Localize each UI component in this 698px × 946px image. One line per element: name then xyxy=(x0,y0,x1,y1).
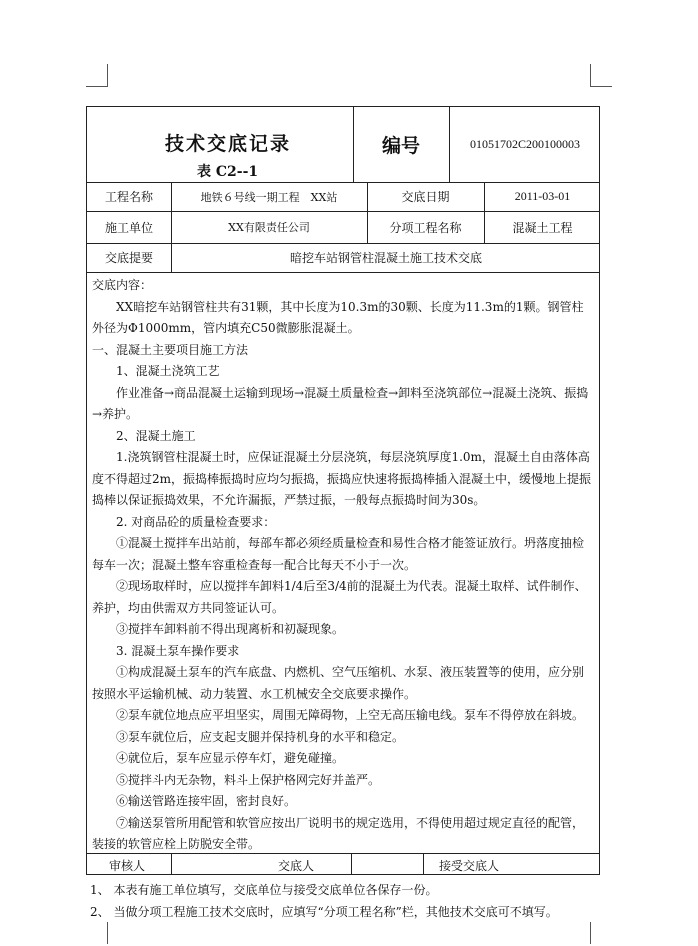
crop-mark-top-right-v xyxy=(590,64,591,86)
disclosure-content xyxy=(92,275,594,856)
subsection-heading: 2. 对商品砼的质量检查要求： xyxy=(116,514,276,529)
content-paragraph: ②现场取样时，应以搅拌车卸料1/4后至3/4前的混凝土为代表。混凝土取样、试件制作、养护，均由供需双方共同签证认可。 xyxy=(92,579,587,615)
summary-value: 暗挖车站钢管柱混凝土施工技术交底 xyxy=(289,251,482,265)
section-heading: 一、混凝土主要项目施工方法 xyxy=(92,342,249,357)
content-paragraph: ③泵车就位后，应支起支腿并保持机身的水平和稳定。 xyxy=(116,729,405,744)
content-paragraph: ③搅拌车卸料前不得出现离析和初凝现象。 xyxy=(116,622,345,636)
subproject-name-value: 混凝土工程 xyxy=(512,220,573,235)
crop-mark-top-left-v xyxy=(107,64,108,86)
construction-unit-value: XX有限责任公司 xyxy=(228,221,310,234)
subsection-heading: 3. 混凝土泵车操作要求 xyxy=(116,643,240,658)
form-title: 技术交底记录 xyxy=(165,133,292,155)
project-name-label: 工程名称 xyxy=(104,190,153,204)
number-label: 编号 xyxy=(381,135,420,157)
content-paragraph: ⑦输送泵管所用配管和软管应按出厂说明书的规定选用，不得使用超过规定直径的配管，装接的软管应栓上防脱安全带。 xyxy=(92,815,585,851)
reviewer-label: 审核人 xyxy=(109,859,146,873)
note-item: 2、 当做分项工程施工技术交底时，应填写“分项工程名称”栏，其他技术交底可不填写。 xyxy=(90,905,558,919)
disclosure-date-label: 交底日期 xyxy=(401,190,450,204)
construction-unit-label: 施工单位 xyxy=(104,220,153,235)
crop-mark-bottom-right-v xyxy=(590,922,591,944)
note-item: 1、 本表有施工单位填写，交底单位与接受交底单位各保存一份。 xyxy=(90,883,438,897)
subsection-heading: 1、混凝土浇筑工艺 xyxy=(116,364,220,378)
summary-label: 交底提要 xyxy=(104,251,153,265)
content-paragraph: ④就位后，泵车应显示停车灯，避免碰撞。 xyxy=(116,751,345,765)
content-paragraph: ②泵车就位地点应平坦坚实，周围无障碍物，上空无高压输电线。泵车不得停放在斜坡。 xyxy=(116,708,585,722)
content-paragraph: 1.浇筑钢管柱混凝土时，应保证混凝土分层浇筑，每层浇筑厚度1.0m，混凝土自由落体高度不得超过2m，振捣棒振捣时应均匀振捣，振捣应快速将振捣棒插入混凝土中，缓慢地上提振捣棒以保证振捣效果，不允许漏振，严禁过振，一般每点振捣时间为30s。 xyxy=(92,450,592,507)
form-code: 表 C2--1 xyxy=(197,164,259,180)
content-paragraph: ⑤搅拌斗内无杂物，料斗上保护格网完好并盖严。 xyxy=(116,772,381,787)
content-paragraph: ①混凝土搅拌车出站前，每部车都必须经质量检查和易性合格才能签证放行。坍落度抽检每车一次；混凝土整车容重检查每一配合比每天不小于一次。 xyxy=(92,536,585,572)
number-label-cell xyxy=(353,107,449,182)
crop-mark-top-right-h xyxy=(590,86,612,87)
technical-disclosure-form xyxy=(86,106,600,875)
form-notes xyxy=(90,879,558,923)
crop-mark-bottom-left-v xyxy=(107,922,108,944)
subproject-name-label: 分项工程名称 xyxy=(389,220,462,235)
number-value: 01051702C200100003 xyxy=(469,137,580,151)
content-paragraph: ⑥输送管路连接牢固，密封良好。 xyxy=(116,794,297,808)
presenter-label: 交底人 xyxy=(278,859,315,873)
subsection-heading: 2、混凝土施工 xyxy=(116,428,196,443)
content-paragraph: ①构成混凝土泵车的汽车底盘、内燃机、空气压缩机、水泵、液压装置等的使用，应分别按照水平运输机械、动力装置、水工机械安全交底要求操作。 xyxy=(92,665,585,701)
number-value-cell xyxy=(449,107,601,182)
project-name-value: 地铁６号线一期工程 XX站 xyxy=(200,190,338,204)
content-paragraph: XX暗挖车站钢管柱共有31颗，其中长度为10.3m的30颗、长度为11.3m的1颗。钢管柱外径为Φ1000mm，管内填充C50微膨胀混凝土。 xyxy=(92,299,584,335)
disclosure-date-value: 2011-03-01 xyxy=(514,189,571,203)
receiver-label: 接受交底人 xyxy=(439,859,500,873)
content-paragraph: 作业准备→商品混凝土运输到现场→混凝土质量检查→卸料至浇筑部位→混凝土浇筑、振捣→养护。 xyxy=(92,385,589,421)
crop-mark-top-left-h xyxy=(86,86,108,87)
content-heading: 交底内容： xyxy=(92,278,153,292)
